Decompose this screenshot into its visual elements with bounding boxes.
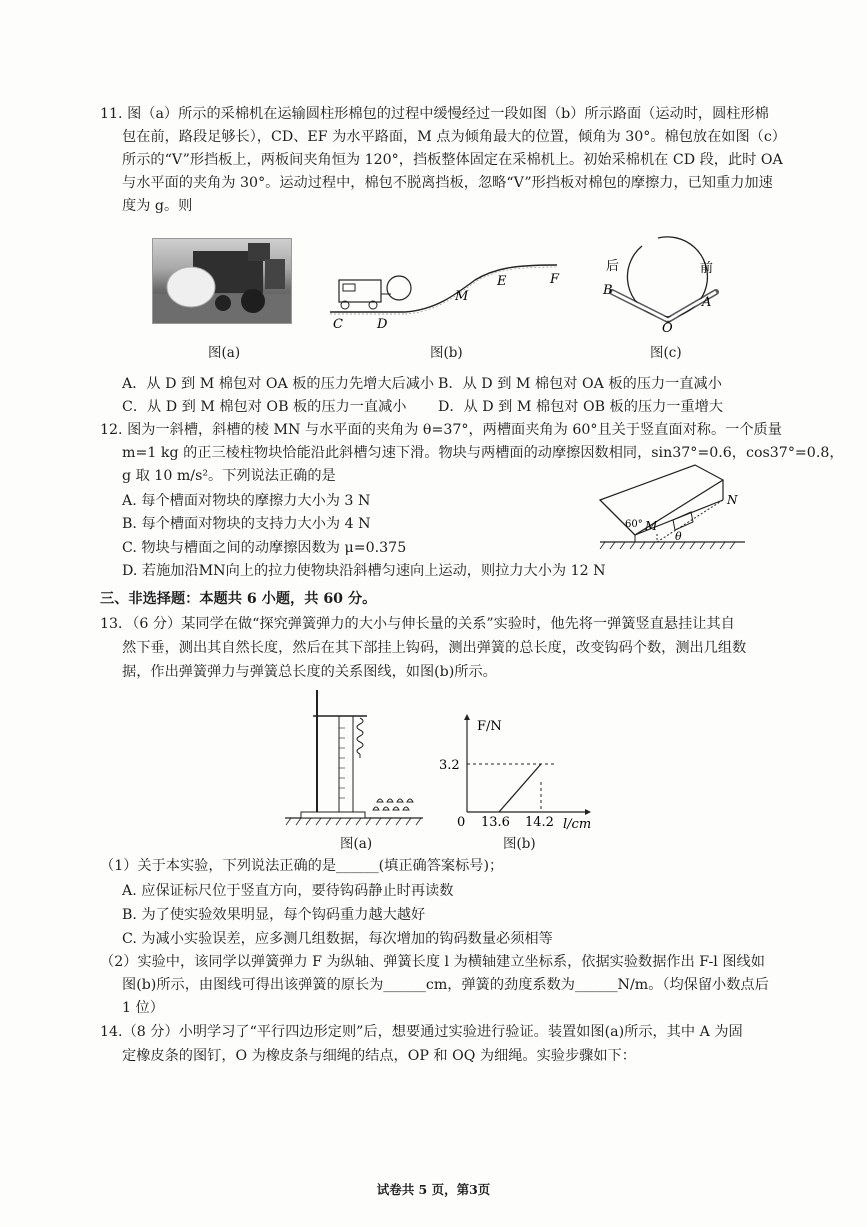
q12-option-d[interactable]: D. 若施加沿MN向上的拉力使物块沿斜槽匀速向上运动，则拉力大小为 12 N (122, 563, 606, 579)
q12-line-1: 12. 图为一斜槽，斜槽的棱 MN 与水平面的夹角为 θ=37°，两槽面夹角为 60°且关于竖直面对称。一个质量 (100, 422, 782, 438)
road-label-f: F (550, 272, 560, 287)
y-tick-label: 3.2 (439, 758, 460, 773)
page-footer: 试卷共 5 页，第3页 (376, 1182, 491, 1197)
trough-label-theta: θ (675, 530, 682, 543)
x-tick-label-0: 13.6 (481, 815, 510, 830)
q13-sub1: （1）关于本实验，下列说法正确的是______(填正确答案标号)； (100, 858, 504, 874)
q11-option-d[interactable]: D．从 D 到 M 棉包对 OB 板的压力一重增大 (438, 399, 724, 415)
q11-option-c[interactable]: C．从 D 到 M 棉包对 OB 板的压力一直减小 (122, 399, 407, 415)
trough-label-n: N (727, 493, 738, 507)
q13-fig-a-caption: 图(a) (340, 836, 373, 852)
q12-line-3: g 取 10 m/s²。下列说法正确的是 (122, 468, 336, 484)
inclined-trough-diagram (595, 460, 755, 555)
q11-fig-c-caption: 图(c) (650, 345, 682, 361)
road-profile-diagram (325, 250, 575, 335)
q12-option-c[interactable]: C. 物块与槽面之间的动摩擦因数为 μ=0.375 (122, 540, 407, 556)
q12-line-2: m=1 kg 的正三棱柱物块恰能沿此斜槽匀速下滑。物块与两槽面的动摩擦因数相同，sin37°=0.6，cos37°=0.8， (122, 445, 844, 461)
road-label-e: E (497, 274, 507, 289)
q11-line-4: 与水平面的夹角为 30°。运动过程中，棉包不脱离挡板，忽略“V”形挡板对棉包的摩擦力，已知重力加速 (122, 175, 773, 191)
q13-sub2-line-3: 1 位） (122, 1000, 164, 1016)
spring-stand-diagram (285, 688, 425, 828)
road-label-d: D (377, 317, 388, 332)
q13-line-1: 13．（6 分）某同学在做“探究弹簧弹力的大小与伸长量的关系”实验时，他先将一弹簧竖直悬挂让其自 (100, 616, 735, 632)
q11-line-3: 所示的“V”形挡板上，两板间夹角恒为 120°，挡板整体固定在采棉机上。初始采棉机在 CD 段，此时 OA (122, 152, 783, 168)
x-tick-label-1: 14.2 (525, 815, 554, 830)
q11-option-b[interactable]: B．从 D 到 M 棉包对 OA 板的压力一直减小 (438, 376, 722, 392)
q11-line-2: 包在前，路段足够长），CD、EF 为水平路面，M 点为倾角最大的位置，倾角为 30°。棉包放在如图（c） (122, 129, 786, 145)
cotton-picker-illustration (153, 239, 291, 323)
origin-label: 0 (457, 815, 466, 830)
cotton-picker-photo (152, 238, 292, 324)
q11-line-1: 11. 图（a）所示的采棉机在运输圆柱形棉包的过程中缓慢经过一段如图（b）所示路面（运动时，圆柱形棉 (100, 106, 769, 122)
q11-option-a[interactable]: A．从 D 到 M 棉包对 OA 板的压力先增大后减小 (122, 376, 435, 392)
q11-fig-a-caption: 图(a) (208, 345, 241, 361)
q13-sub1-option-a[interactable]: A. 应保证标尺位于竖直方向，要待钩码静止时再读数 (122, 883, 454, 899)
q13-sub2-line-1: （2）实验中，该同学以弹簧弹力 F 为纵轴、弹簧长度 l 为横轴建立坐标系，依据实验数据作出 F-l 图线如 (100, 954, 765, 970)
q13-sub1-option-c[interactable]: C. 为减小实验误差，应多测几组数据，每次增加的钩码数量必须相等 (122, 931, 553, 947)
v-label-o: O (662, 321, 673, 336)
road-label-c: C (333, 317, 343, 332)
q13-sub2-line-2: 图(b)所示，由图线可得出该弹簧的原长为______cm，弹簧的劲度系数为______N/m。（均保留小数点后 (122, 977, 769, 993)
q11-line-5: 度为 g。则 (122, 198, 193, 214)
section-3-heading: 三、非选择题：本题共 6 小题，共 60 分。 (100, 591, 377, 607)
q12-option-b[interactable]: B. 每个槽面对物块的支持力大小为 4 N (122, 516, 371, 532)
q14-line-1: 14.（8 分）小明学习了“平行四边形定则”后，想要通过实验进行验证。装置如图(a)所示，其中 A 为固 (100, 1024, 743, 1040)
q13-line-2: 然下垂，测出其自然长度，然后在其下部挂上钩码，测出弹簧的总长度，改变钩码个数，测出几组数 (122, 640, 747, 656)
f-l-series-line (499, 764, 541, 812)
v-label-back: 后 (606, 259, 620, 274)
f-l-graph (439, 712, 595, 832)
v-baffle-diagram (598, 232, 728, 337)
q13-fig-b-caption: 图(b) (503, 836, 536, 852)
v-label-front: 前 (700, 261, 714, 276)
q14-line-2: 定橡皮条的图钉，O 为橡皮条与细绳的结点，OP 和 OQ 为细绳。实验步骤如下： (122, 1048, 636, 1064)
q13-sub1-option-b[interactable]: B. 为了使实验效果明显，每个钩码重力越大越好 (122, 907, 426, 923)
q12-option-a[interactable]: A. 每个槽面对物块的摩擦力大小为 3 N (122, 493, 371, 509)
v-label-a: A (702, 295, 712, 310)
q13-line-3: 据，作出弹簧弹力与弹簧总长度的关系图线，如图(b)所示。 (122, 664, 497, 680)
trough-label-m: M (645, 519, 658, 533)
x-axis-label: l/cm (563, 817, 592, 832)
trough-label-60: 60° (625, 519, 643, 530)
q11-fig-b-caption: 图(b) (430, 345, 463, 361)
road-label-m: M (455, 289, 469, 304)
y-axis-label: F/N (477, 719, 502, 734)
v-label-b: B (603, 283, 613, 298)
